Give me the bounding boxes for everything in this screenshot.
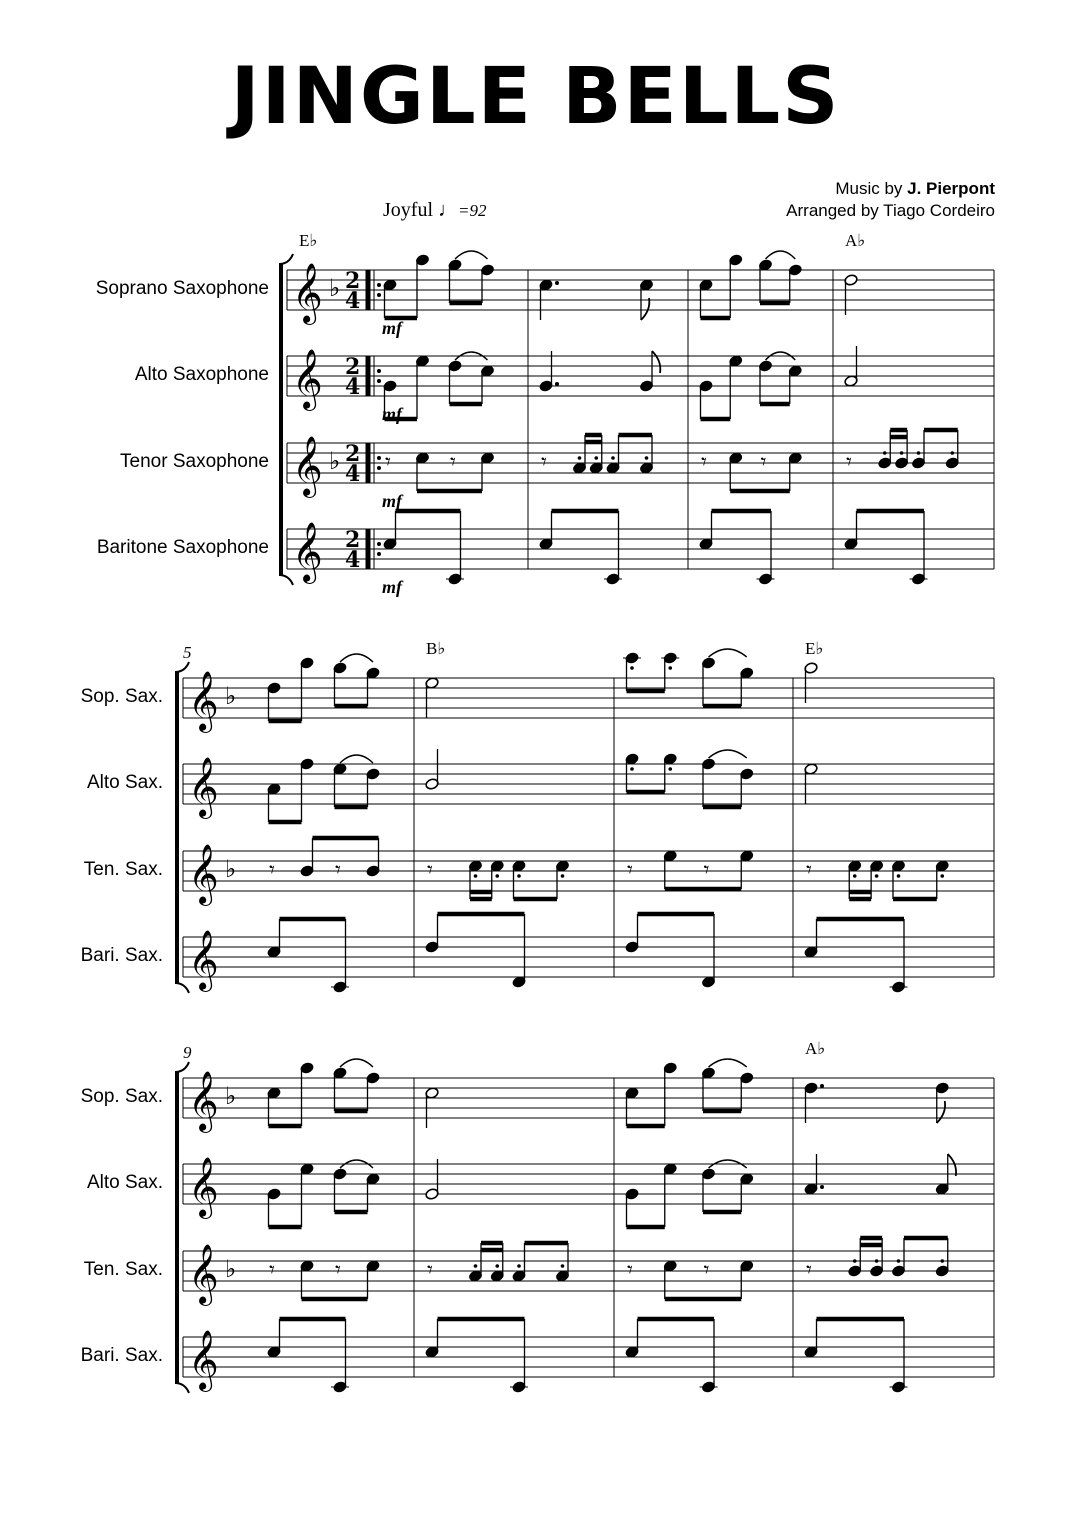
repeat-dot bbox=[377, 542, 381, 546]
time-signature-bottom: 4 bbox=[345, 547, 361, 573]
staccato-dot bbox=[897, 1259, 901, 1263]
staccato-dot bbox=[875, 1259, 879, 1263]
staccato-dot bbox=[578, 456, 582, 460]
arranger-credit: Arranged by Tiago Cordeiro bbox=[786, 201, 995, 220]
staccato-dot bbox=[561, 1264, 565, 1268]
treble-clef-icon: 𝄞 bbox=[188, 1330, 219, 1390]
staccato-dot bbox=[875, 874, 879, 878]
instrument-label: Alto Sax. bbox=[86, 772, 163, 793]
score-title: JINGLE BELLS bbox=[230, 52, 841, 142]
treble-clef-icon: 𝄞 bbox=[188, 757, 219, 817]
slur bbox=[709, 750, 747, 758]
flat-icon: ♭ bbox=[225, 855, 237, 883]
augmentation-dot bbox=[555, 281, 559, 285]
measure-number: 5 bbox=[183, 643, 192, 662]
eighth-rest-icon: 𝄾 bbox=[385, 450, 391, 475]
chord-symbol: E♭ bbox=[299, 231, 318, 250]
treble-clef-icon: 𝄞 bbox=[292, 263, 323, 323]
flat-icon: ♭ bbox=[225, 1255, 237, 1283]
instrument-label: Baritone Saxophone bbox=[96, 537, 269, 558]
instrument-label: Ten. Sax. bbox=[83, 859, 163, 880]
quarter-note-icon: ♩ bbox=[438, 199, 458, 221]
instrument-label: Sop. Sax. bbox=[80, 1086, 163, 1107]
instrument-label: Ten. Sax. bbox=[83, 1259, 163, 1280]
note-flag bbox=[652, 351, 660, 373]
repeat-dot bbox=[377, 293, 381, 297]
staccato-dot bbox=[495, 1264, 499, 1268]
time-signature-top: 2 bbox=[345, 441, 361, 467]
augmentation-dot bbox=[555, 382, 559, 386]
staccato-dot bbox=[897, 874, 901, 878]
staccato-dot bbox=[668, 767, 672, 771]
staccato-dot bbox=[950, 451, 954, 455]
treble-clef-icon: 𝄞 bbox=[188, 671, 219, 731]
staccato-dot bbox=[630, 767, 634, 771]
eighth-rest-icon: 𝄾 bbox=[335, 858, 341, 883]
staccato-dot bbox=[474, 1264, 478, 1268]
bracket-top-hook bbox=[175, 1062, 189, 1072]
repeat-dot bbox=[377, 466, 381, 470]
chord-symbol: A♭ bbox=[805, 1039, 826, 1058]
treble-clef-icon: 𝄞 bbox=[188, 844, 219, 904]
repeat-dot bbox=[377, 379, 381, 383]
eighth-rest-icon: 𝄾 bbox=[806, 1258, 812, 1283]
eighth-rest-icon: 𝄾 bbox=[703, 1258, 710, 1283]
eighth-rest-icon: 𝄾 bbox=[627, 1258, 633, 1283]
eighth-rest-icon: 𝄾 bbox=[806, 858, 812, 883]
augmentation-dot bbox=[820, 1084, 824, 1088]
slur bbox=[340, 1059, 373, 1067]
composer-prefix: Music by bbox=[835, 179, 908, 198]
staccato-dot bbox=[611, 456, 615, 460]
time-signature-top: 2 bbox=[345, 268, 361, 294]
staccato-dot bbox=[853, 874, 857, 878]
bracket-bottom-hook bbox=[175, 983, 189, 993]
instrument-label: Bari. Sax. bbox=[80, 945, 163, 966]
eighth-rest-icon: 𝄾 bbox=[703, 858, 710, 883]
repeat-dot bbox=[377, 552, 381, 556]
flat-icon: ♭ bbox=[225, 682, 237, 710]
dynamic-marking: mf bbox=[382, 491, 402, 511]
instrument-label: Alto Sax. bbox=[86, 1172, 163, 1193]
staccato-dot bbox=[645, 456, 649, 460]
eighth-rest-icon: 𝄾 bbox=[427, 858, 433, 883]
tempo-text: Joyful bbox=[383, 199, 438, 221]
dynamic-marking: mf bbox=[382, 318, 402, 338]
slur bbox=[709, 649, 747, 657]
chord-symbol: E♭ bbox=[805, 639, 824, 658]
treble-clef-icon: 𝄞 bbox=[188, 1244, 219, 1304]
treble-clef-icon: 𝄞 bbox=[188, 1157, 219, 1217]
treble-clef-icon: 𝄞 bbox=[188, 930, 219, 990]
staccato-dot bbox=[474, 874, 478, 878]
staccato-dot bbox=[517, 1264, 521, 1268]
bracket-bottom-hook bbox=[279, 575, 293, 585]
tempo-bpm: =92 bbox=[458, 201, 487, 220]
slur bbox=[455, 251, 488, 259]
treble-clef-icon: 𝄞 bbox=[292, 349, 323, 409]
flat-icon: ♭ bbox=[329, 447, 341, 475]
flat-icon: ♭ bbox=[225, 1082, 237, 1110]
staccato-dot bbox=[630, 666, 634, 670]
time-signature-bottom: 4 bbox=[345, 374, 361, 400]
eighth-rest-icon: 𝄾 bbox=[335, 1258, 341, 1283]
chord-symbol: B♭ bbox=[426, 639, 446, 658]
slur bbox=[709, 1059, 747, 1067]
staccato-dot bbox=[940, 1259, 944, 1263]
staccato-dot bbox=[917, 451, 921, 455]
eighth-rest-icon: 𝄾 bbox=[427, 1258, 433, 1283]
note-flag bbox=[937, 1101, 945, 1123]
eighth-rest-icon: 𝄾 bbox=[269, 1258, 275, 1283]
note-flag bbox=[948, 1154, 956, 1176]
staccato-dot bbox=[883, 451, 887, 455]
staccato-dot bbox=[561, 874, 565, 878]
repeat-dot bbox=[377, 283, 381, 287]
time-signature-top: 2 bbox=[345, 354, 361, 380]
slur bbox=[766, 251, 796, 259]
bracket-top-hook bbox=[279, 254, 293, 264]
instrument-label: Soprano Saxophone bbox=[95, 278, 269, 299]
treble-clef-icon: 𝄞 bbox=[292, 436, 323, 496]
treble-clef-icon: 𝄞 bbox=[188, 1071, 219, 1131]
repeat-dot bbox=[377, 456, 381, 460]
staccato-dot bbox=[517, 874, 521, 878]
eighth-rest-icon: 𝄾 bbox=[760, 450, 767, 475]
staccato-dot bbox=[495, 874, 499, 878]
chord-symbol: A♭ bbox=[845, 231, 866, 250]
flat-icon: ♭ bbox=[329, 274, 341, 302]
eighth-rest-icon: 𝄾 bbox=[269, 858, 275, 883]
dynamic-marking: mf bbox=[382, 577, 402, 597]
eighth-rest-icon: 𝄾 bbox=[701, 450, 707, 475]
staccato-dot bbox=[900, 451, 904, 455]
time-signature-top: 2 bbox=[345, 527, 361, 553]
staccato-dot bbox=[668, 666, 672, 670]
staccato-dot bbox=[853, 1259, 857, 1263]
slur bbox=[340, 654, 373, 662]
repeat-dot bbox=[377, 369, 381, 373]
augmentation-dot bbox=[820, 1185, 824, 1189]
instrument-label: Alto Saxophone bbox=[134, 364, 269, 385]
treble-clef-icon: 𝄞 bbox=[292, 522, 323, 582]
time-signature-bottom: 4 bbox=[345, 288, 361, 314]
eighth-rest-icon: 𝄾 bbox=[450, 450, 456, 475]
time-signature-bottom: 4 bbox=[345, 461, 361, 487]
eighth-rest-icon: 𝄾 bbox=[627, 858, 633, 883]
eighth-rest-icon: 𝄾 bbox=[846, 450, 852, 475]
eighth-rest-icon: 𝄾 bbox=[541, 450, 547, 475]
instrument-label: Tenor Saxophone bbox=[120, 451, 269, 472]
composer-name: J. Pierpont bbox=[907, 179, 995, 198]
instrument-label: Sop. Sax. bbox=[80, 686, 163, 707]
staccato-dot bbox=[940, 874, 944, 878]
measure-number: 9 bbox=[183, 1043, 192, 1062]
note-flag bbox=[641, 298, 649, 320]
dynamic-marking: mf bbox=[382, 404, 402, 424]
instrument-label: Bari. Sax. bbox=[80, 1345, 163, 1366]
slur bbox=[340, 755, 373, 763]
staccato-dot bbox=[594, 456, 598, 460]
bracket-top-hook bbox=[175, 662, 189, 672]
bracket-bottom-hook bbox=[175, 1383, 189, 1393]
